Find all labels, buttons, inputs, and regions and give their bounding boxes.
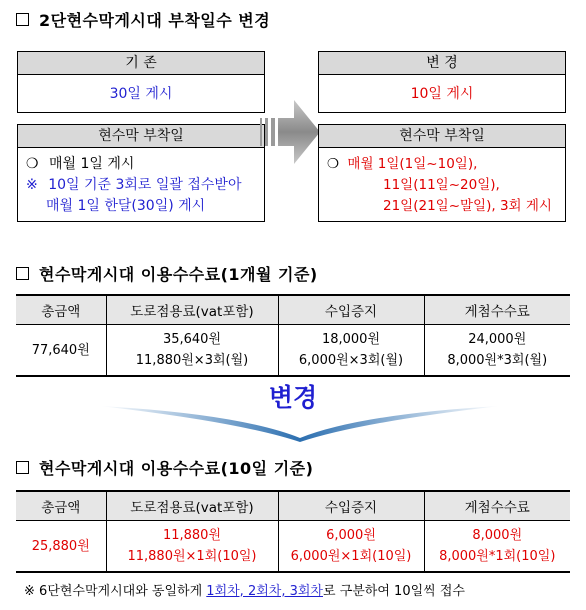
checkbox-square-icon — [16, 267, 29, 280]
posting-amount: 8,000원 — [472, 528, 523, 543]
road-fee-calc: 11,880원×3회(월) — [135, 353, 249, 368]
section-title-attach-days — [16, 8, 270, 31]
stamp-cell — [278, 325, 424, 377]
header-revenue-stamp: 수입증지 — [278, 491, 424, 521]
footnote-rounds-link: 1회차, 2회차, 3회차 — [206, 584, 323, 599]
checkbox-square-icon — [16, 461, 29, 474]
table-header-row — [16, 295, 570, 325]
table-row — [16, 521, 570, 573]
current-attach-text: 매월 1일 게시 — [49, 156, 135, 172]
road-fee-cell — [106, 325, 278, 377]
table-row — [16, 325, 570, 377]
road-fee-amount: 35,640원 — [162, 332, 222, 347]
stamp-calc: 6,000원×1회(10일) — [290, 549, 412, 564]
circle-bullet-icon: ❍ — [327, 156, 340, 172]
section-title-text: 2단현수막게시대 부착일수 변경 — [39, 11, 271, 30]
current-period-box — [17, 51, 265, 113]
changed-attach-text-1: 매월 1일(1일~10일), — [347, 156, 478, 172]
circle-bullet-icon: ❍ — [26, 156, 39, 172]
section-title-fee-monthly — [16, 262, 318, 285]
checkbox-square-icon — [16, 13, 29, 26]
posting-calc: 8,000원*3회(월) — [447, 353, 548, 368]
total-amount: 25,880원 — [31, 538, 90, 554]
header-road-fee: 도로점용료(vat포함) — [106, 295, 278, 325]
section-title-text: 현수막게시대 이용수수료(10일 기준) — [39, 459, 314, 478]
right-arrow-icon — [258, 96, 322, 168]
stamp-cell — [278, 521, 424, 573]
current-attach-note — [26, 175, 264, 196]
header-posting-fee: 게첨수수료 — [424, 295, 570, 325]
fee-table-monthly — [16, 294, 570, 377]
current-period-value: 30일 게시 — [109, 86, 173, 102]
current-period-header: 기 존 — [18, 52, 264, 75]
posting-cell — [424, 325, 570, 377]
road-fee-cell — [106, 521, 278, 573]
current-attach-header: 현수막 부착일 — [18, 125, 264, 148]
changed-attach-text-2: 11일(11일~20일), — [383, 177, 500, 193]
section-title-fee-10days — [16, 456, 313, 479]
footnote-mark: ※ — [24, 584, 35, 599]
change-label: 변경 — [268, 383, 318, 412]
section-title-text: 현수막게시대 이용수수료(1개월 기준) — [39, 265, 318, 284]
table-header-row — [16, 491, 570, 521]
header-posting-fee: 게첨수수료 — [424, 491, 570, 521]
changed-attach-text-3: 21일(21일~말일), 3회 게시 — [383, 198, 552, 214]
stamp-amount: 18,000원 — [321, 332, 381, 347]
header-total: 총금액 — [16, 295, 106, 325]
changed-period-box — [318, 51, 566, 113]
changed-period-header: 변 경 — [319, 52, 565, 75]
stamp-calc: 6,000원×3회(월) — [298, 353, 404, 368]
footnote-prefix: 6단현수막게시대와 동일하게 — [39, 584, 203, 599]
header-road-fee: 도로점용료(vat포함) — [106, 491, 278, 521]
road-fee-amount: 11,880원 — [162, 528, 222, 543]
fee-table-10days — [16, 490, 570, 573]
note-mark: ※ — [26, 177, 38, 193]
footnote-suffix: 로 구분하여 10일씩 접수 — [323, 584, 465, 599]
header-total: 총금액 — [16, 491, 106, 521]
road-fee-calc: 11,880원×1회(10일) — [127, 549, 257, 564]
changed-period-value: 10일 게시 — [410, 86, 474, 102]
header-revenue-stamp: 수입증지 — [278, 295, 424, 325]
note-line-1: 10일 기준 3회로 일괄 접수받아 — [48, 177, 242, 193]
current-attach-line — [26, 154, 264, 175]
footnote — [24, 580, 465, 599]
posting-calc: 8,000원*1회(10일) — [439, 549, 556, 564]
note-line-2: 매월 1일 한달(30일) 게시 — [46, 198, 206, 214]
posting-amount: 24,000원 — [468, 332, 527, 347]
current-attach-box — [17, 124, 265, 222]
changed-attach-header: 현수막 부착일 — [319, 125, 565, 148]
changed-attach-line-1 — [327, 154, 565, 175]
total-amount: 77,640원 — [31, 342, 90, 358]
stamp-amount: 6,000원 — [326, 528, 376, 543]
posting-cell — [424, 521, 570, 573]
changed-attach-box — [318, 124, 566, 222]
